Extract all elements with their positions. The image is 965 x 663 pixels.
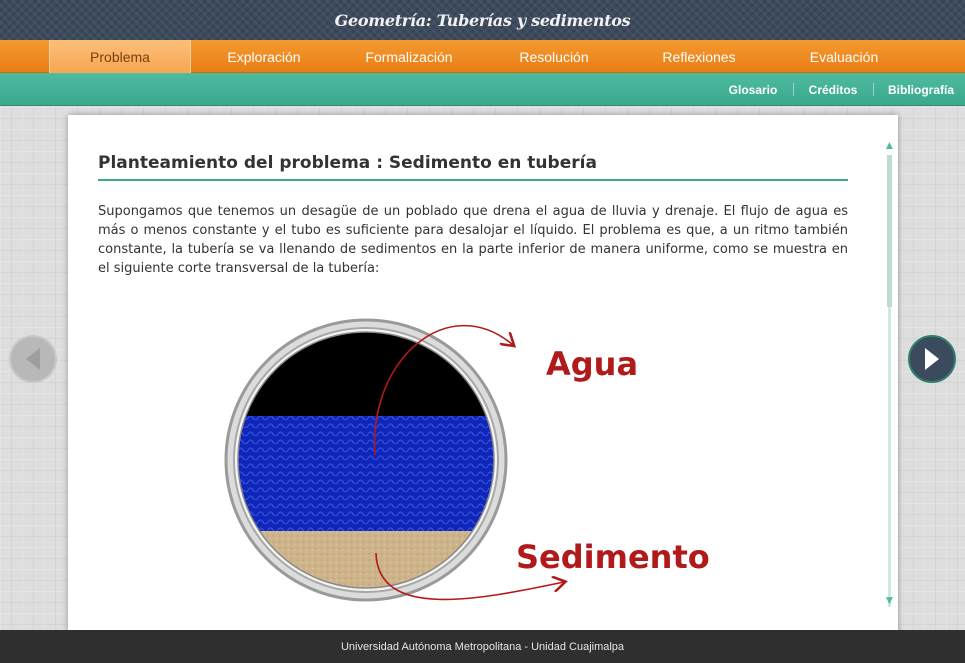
subnav-divider xyxy=(873,83,874,96)
app-header xyxy=(0,0,965,40)
page-title: Planteamiento del problema : Sedimento en tubería xyxy=(98,153,848,181)
tab-exploracion[interactable]: Exploración xyxy=(227,48,301,65)
arrow-right-icon xyxy=(921,346,943,372)
arrow-down-icon[interactable]: ▼ xyxy=(883,593,896,607)
scrollbar-thumb[interactable] xyxy=(887,155,892,307)
content-panel xyxy=(68,115,898,635)
link-creditos[interactable]: Créditos xyxy=(808,82,858,97)
app-title: Geometría: Tuberías y sedimentos xyxy=(334,10,631,30)
tab-evaluacion[interactable]: Evaluación xyxy=(809,48,879,65)
problem-description: Supongamos que tenemos un desagüe de un poblado que drena el agua de lluvia y drenaje. El flujo de agua es más o menos constante y el tubo es suficiente para desalojar el líquido. El problema es que, a un ritmo también constante, la tubería se va llenando de sedimentos en la parte inferior de manera uniforme, como se muestra en el siguiente corte transversal de la tubería: xyxy=(98,204,848,276)
pipe-cross-section-figure xyxy=(218,300,738,610)
arrow-left-icon xyxy=(22,346,44,372)
link-glosario[interactable]: Glosario xyxy=(728,82,778,97)
secondary-navigation xyxy=(0,73,965,106)
previous-page-button[interactable] xyxy=(9,335,57,383)
main-navigation xyxy=(0,40,965,73)
next-page-button[interactable] xyxy=(908,335,956,383)
tab-resolucion[interactable]: Resolución xyxy=(519,48,589,65)
water-label: Agua xyxy=(546,345,639,383)
tab-formalizacion[interactable]: Formalización xyxy=(365,48,453,65)
tab-reflexiones[interactable]: Reflexiones xyxy=(662,48,736,65)
subnav-divider xyxy=(793,83,794,96)
sediment-label: Sedimento xyxy=(516,538,710,576)
arrow-up-icon[interactable]: ▲ xyxy=(883,138,896,152)
footer xyxy=(0,630,965,663)
water-region xyxy=(228,416,508,531)
footer-text: Universidad Autónoma Metropolitana - Unidad Cuajimalpa xyxy=(340,640,625,653)
tab-problema[interactable]: Problema xyxy=(49,40,191,73)
link-bibliografia[interactable]: Bibliografía xyxy=(887,82,954,97)
